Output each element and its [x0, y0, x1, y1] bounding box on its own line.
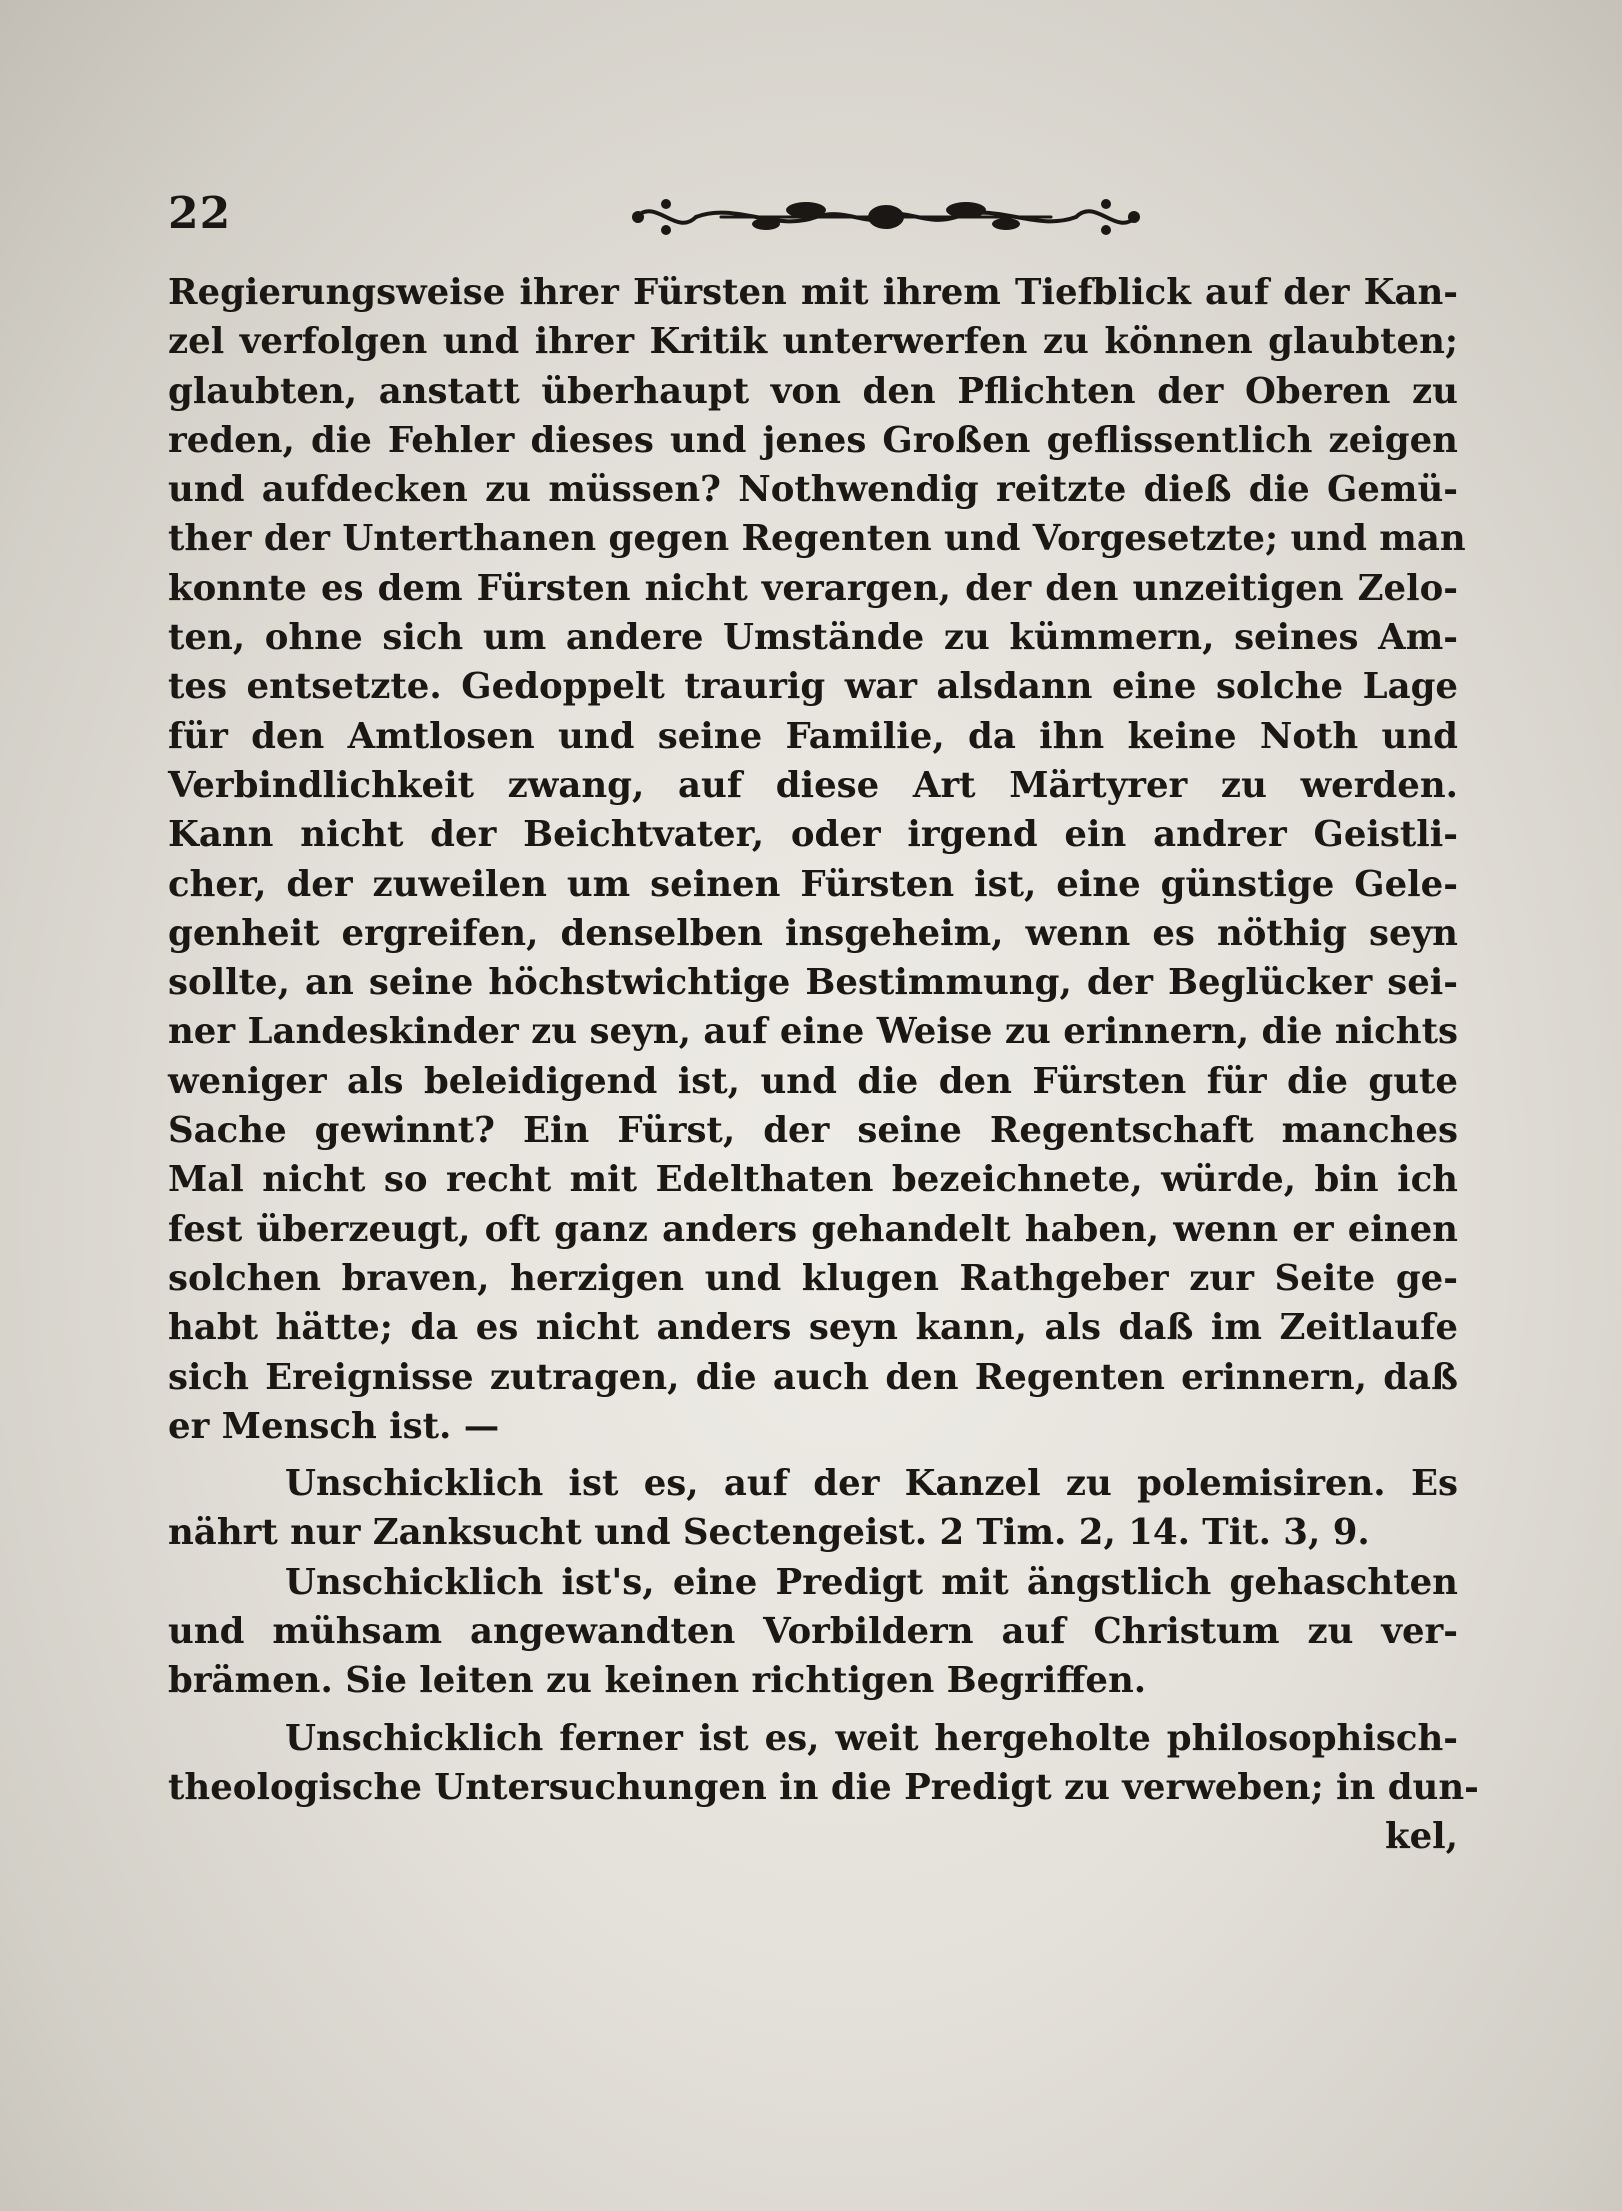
text-line: fest überzeugt, oft ganz anders gehandelt haben, wenn er einen	[168, 1208, 1458, 1250]
text-line: reden, die Fehler dieses und jenes Großen geflissentlich zeigen	[168, 419, 1458, 461]
paragraph-1	[168, 268, 1466, 1451]
text-line: und mühsam angewandten Vorbildern auf Christum zu ver-	[168, 1611, 1458, 1653]
text-line: Regierungsweise ihrer Fürsten mit ihrem Tiefblick auf der Kan-	[168, 272, 1458, 313]
body-text	[168, 268, 1479, 1862]
text-line: ner Landeskinder zu seyn, auf eine Weise zu erinnern, die nichts	[168, 1011, 1458, 1053]
text-line: ther der Unterthanen gegen Regenten und Vorgesetzte; und man	[168, 518, 1466, 560]
page-number: 22	[168, 188, 232, 239]
ornament-divider-icon	[626, 182, 1146, 252]
paragraph-4	[168, 1714, 1479, 1813]
paragraph-3	[168, 1558, 1458, 1706]
text-line: tes entsetzte. Gedoppelt traurig war alsdann eine solche Lage	[168, 666, 1458, 708]
text-line: Kann nicht der Beichtvater, oder irgend ein andrer Geistli-	[168, 814, 1458, 856]
text-line: Unschicklich ist es, auf der Kanzel zu polemisiren. Es	[285, 1463, 1458, 1505]
text-line: sich Ereignisse zutragen, die auch den Regenten erinnern, daß	[168, 1356, 1458, 1398]
text-line: habt hätte; da es nicht anders seyn kann, als daß im Zeitlaufe	[168, 1307, 1458, 1349]
text-line: konnte es dem Fürsten nicht verargen, der den unzeitigen Zelo-	[168, 567, 1458, 609]
text-line: zel verfolgen und ihrer Kritik unterwerfen zu können glaubten;	[168, 321, 1458, 363]
text-line: glaubten, anstatt überhaupt von den Pflichten der Oberen zu	[168, 370, 1458, 412]
text-line: solchen braven, herzigen und klugen Rathgeber zur Seite ge-	[168, 1257, 1458, 1299]
text-line: genheit ergreifen, denselben insgeheim, wenn es nöthig seyn	[168, 912, 1458, 954]
text-line: ten, ohne sich um andere Umstände zu kümmern, seines Am-	[168, 617, 1458, 659]
text-line: Unschicklich ferner ist es, weit hergeholte philosophisch-	[285, 1717, 1458, 1759]
text-line: er Mensch ist. —	[168, 1405, 500, 1447]
text-line: sollte, an seine höchstwichtige Bestimmung, der Beglücker sei-	[168, 962, 1458, 1004]
text-line: und aufdecken zu müssen? Nothwendig reitzte dieß die Gemü-	[168, 469, 1458, 511]
text-line: brämen. Sie leiten zu keinen richtigen Begriffen.	[168, 1660, 1147, 1702]
text-line: weniger als beleidigend ist, und die den Fürsten für die gute	[168, 1060, 1458, 1102]
text-line: Verbindlichkeit zwang, auf diese Art Märtyrer zu werden.	[168, 764, 1458, 806]
text-line: für den Amtlosen und seine Familie, da ihn keine Noth und	[168, 715, 1458, 757]
page-header	[168, 182, 1458, 262]
catchword: kel,	[1384, 1816, 1458, 1858]
text-line: cher, der zuweilen um seinen Fürsten ist, eine günstige Gele-	[168, 863, 1458, 905]
text-line: nährt nur Zanksucht und Sectengeist. 2 Tim. 2, 14. Tit. 3, 9.	[168, 1512, 1370, 1554]
text-line: Sache gewinnt? Ein Fürst, der seine Regentschaft manches	[168, 1110, 1458, 1152]
text-line: Unschicklich ist's, eine Predigt mit ängstlich gehaschten	[285, 1561, 1458, 1603]
text-line: Mal nicht so recht mit Edelthaten bezeichnete, würde, bin ich	[168, 1159, 1458, 1201]
paragraph-2	[168, 1459, 1458, 1558]
text-line: theologische Untersuchungen in die Predigt zu verweben; in dun-	[168, 1766, 1479, 1808]
